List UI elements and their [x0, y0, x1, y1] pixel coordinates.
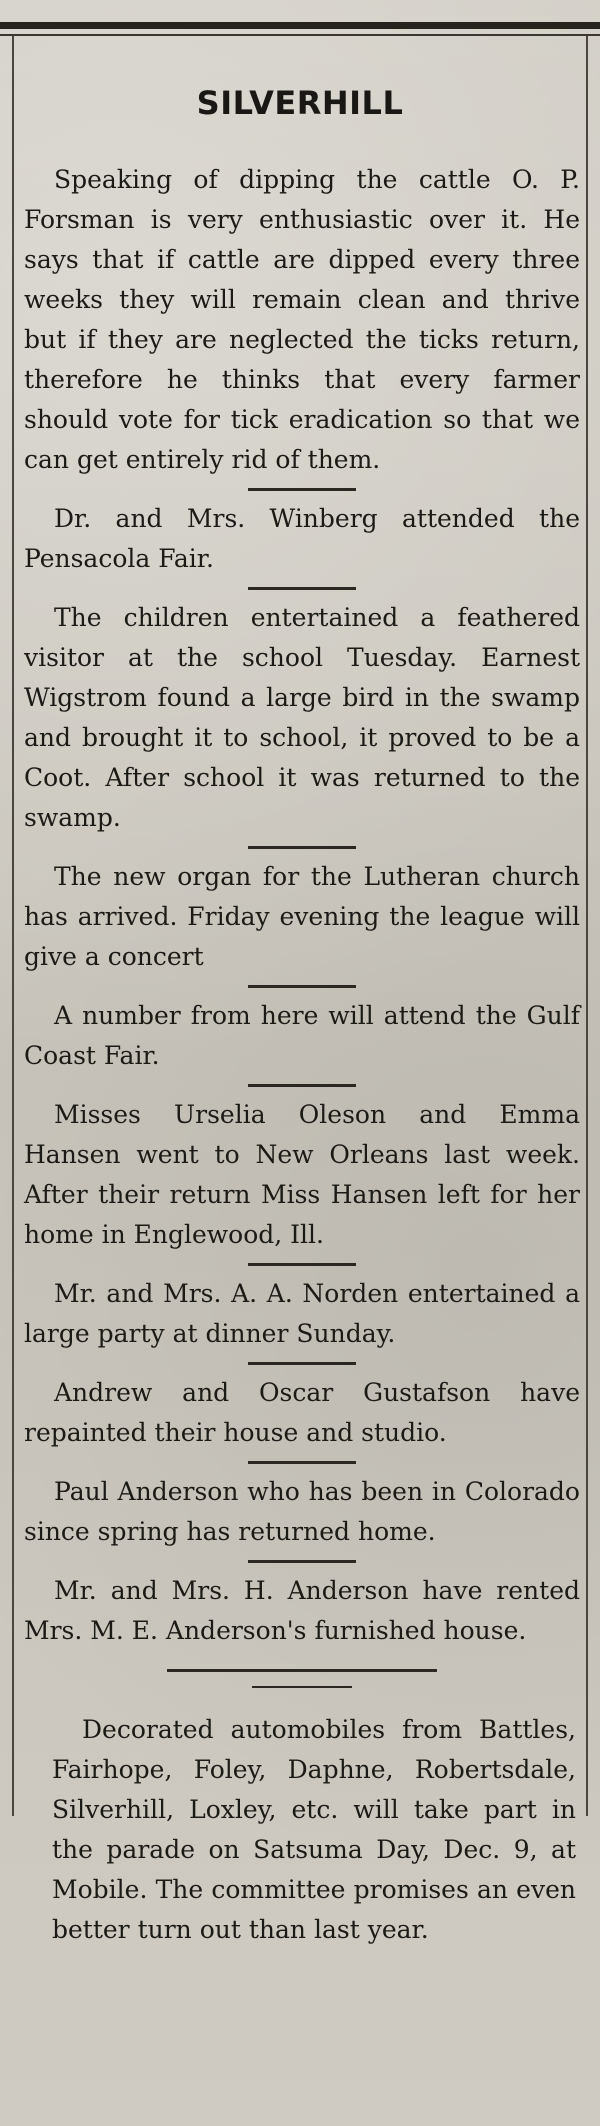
item-separator — [248, 846, 356, 849]
news-column — [24, 160, 580, 1950]
news-item-organ: The new organ for the Lutheran church has arrived. Friday evening the league will give a concert — [24, 862, 580, 971]
section-rule — [167, 1669, 437, 1672]
headline: SILVERHILL — [196, 84, 404, 122]
top-rule-thin — [0, 34, 600, 36]
item-separator — [248, 985, 356, 988]
news-item-gulf-coast-fair: A number from here will attend the Gulf Coast Fair. — [24, 1001, 580, 1070]
news-item-feathered-visitor: The children entertained a feathered visitor at the school Tuesday. Earnest Wigstrom found a large bird in the swamp and brought it to school, it proved to be a Coot. After school it was returned to the swamp. — [24, 603, 580, 832]
item-separator — [248, 587, 356, 590]
notice-satsuma-day: Decorated automobiles from Battles, Fairhope, Foley, Daphne, Robertsdale, Silverhill, Loxley, etc. will take part in the parade on Satsuma Day, Dec. 9, at Mobile. The committee promises an even better turn out than last year. — [52, 1715, 576, 1944]
column-rule-left — [12, 36, 14, 1816]
notice-rule — [252, 1686, 352, 1688]
notice-block — [24, 1710, 580, 1950]
news-item-oleson-hansen: Misses Urselia Oleson and Emma Hansen went to New Orleans last week. After their return Miss Hansen left for her home in Englewood, Ill. — [24, 1100, 580, 1249]
news-item-cattle-dipping: Speaking of dipping the cattle O. P. Forsman is very enthusiastic over it. He says that if cattle are dipped every three weeks they will remain clean and thrive but if they are neglected the ticks return, therefore he thinks that every farmer should vote for tick eradication so that we can get entirely rid of them. — [24, 165, 580, 474]
column-rule-right — [586, 36, 588, 1816]
item-separator — [248, 1461, 356, 1464]
item-separator — [248, 1263, 356, 1266]
news-item-h-anderson: Mr. and Mrs. H. Anderson have rented Mrs. M. E. Anderson's furnished house. — [24, 1576, 580, 1645]
news-item-gustafson: Andrew and Oscar Gustafson have repainted their house and studio. — [24, 1378, 580, 1447]
item-separator — [248, 1362, 356, 1365]
top-rule-thick — [0, 22, 600, 29]
news-item-paul-anderson: Paul Anderson who has been in Colorado since spring has returned home. — [24, 1477, 580, 1546]
news-item-winberg: Dr. and Mrs. Winberg attended the Pensacola Fair. — [24, 504, 580, 573]
item-separator — [248, 1560, 356, 1563]
item-separator — [248, 1084, 356, 1087]
news-item-norden: Mr. and Mrs. A. A. Norden entertained a large party at dinner Sunday. — [24, 1279, 580, 1348]
item-separator — [248, 488, 356, 491]
